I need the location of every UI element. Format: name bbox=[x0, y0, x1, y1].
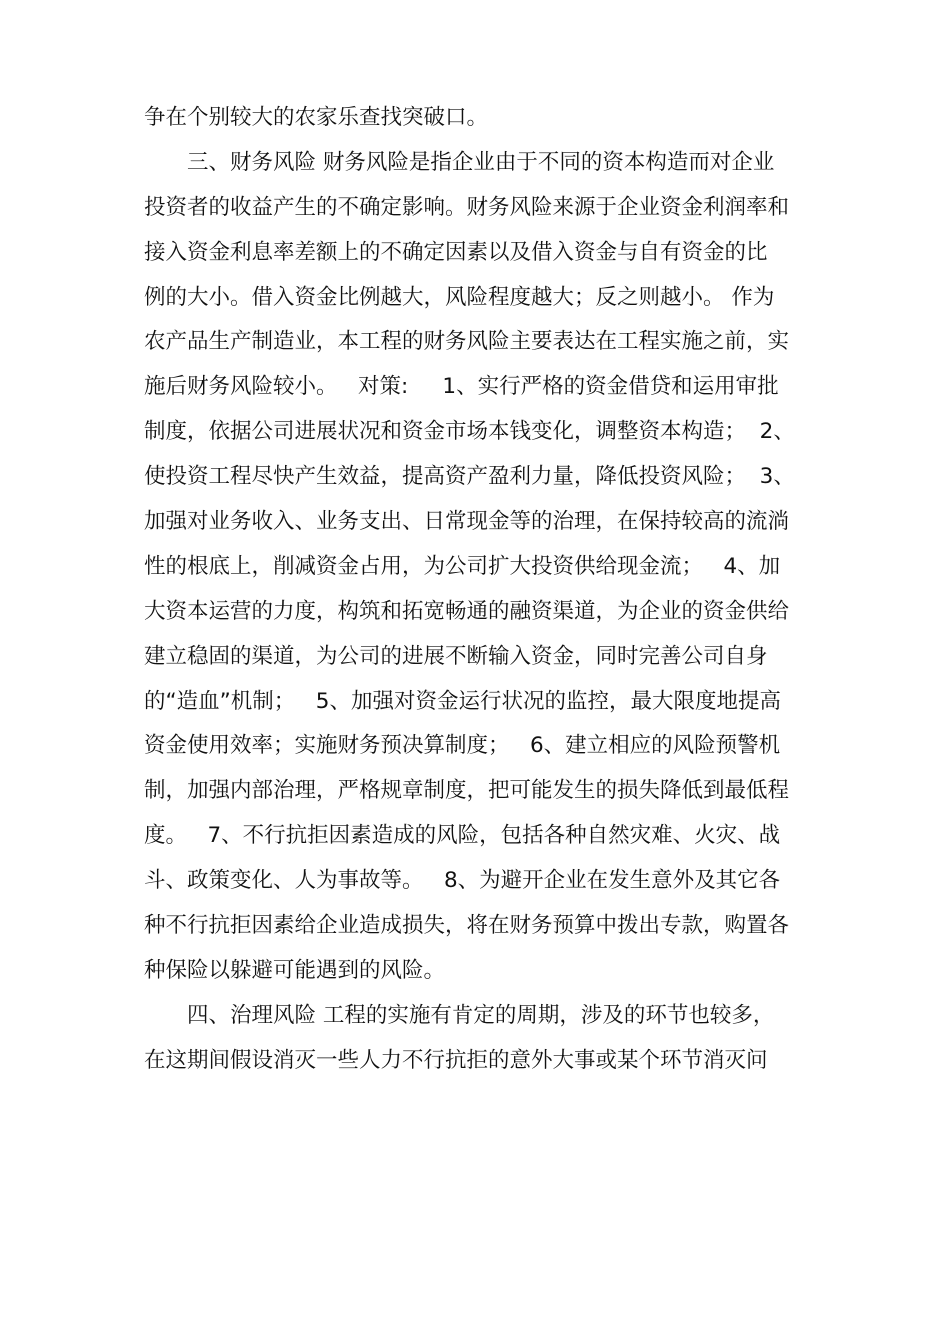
text-line: 施后财务风险较小。 对策: 1、实行严格的资金借贷和运用审批 bbox=[144, 374, 779, 400]
text-line: 加强对业务收入、业务支出、日常现金等的治理，在保持较高的流淌 bbox=[144, 509, 790, 535]
text-line: 资金使用效率；实施财务预决算制度； 6、建立相应的风险预警机 bbox=[144, 733, 781, 759]
text-line: 种不行抗拒因素给企业造成损失，将在财务预算中拨出专款，购置各 bbox=[144, 913, 790, 939]
text-line: 制度，依据公司进展状况和资金市场本钱变化，调整资本构造； 2、 bbox=[144, 419, 795, 445]
text-line: 度。 7、不行抗拒因素造成的风险，包括各种自然灾难、火灾、战 bbox=[144, 823, 781, 849]
text-line: 在这期间假设消灭一些人力不行抗拒的意外大事或某个环节消灭问 bbox=[144, 1047, 768, 1073]
text-line: 大资本运营的力度，构筑和拓宽畅通的融资渠道，为企业的资金供给 bbox=[144, 598, 790, 624]
text-line: 种保险以躲避可能遇到的风险。 bbox=[144, 957, 446, 983]
text-line: 投资者的收益产生的不确定影响。财务风险来源于企业资金利润率和 bbox=[144, 194, 790, 220]
text-line: 争在个别较大的农家乐查找突破口。 bbox=[144, 105, 489, 130]
body-text bbox=[144, 96, 824, 1084]
text-line: 斗、政策变化、人为事故等。 8、为避开企业在发生意外及其它各 bbox=[144, 868, 781, 894]
text-line: 农产品生产制造业，本工程的财务风险主要表达在工程实施之前，实 bbox=[144, 329, 790, 355]
text-line: 性的根底上，削减资金占用，为公司扩大投资供给现金流； 4、加 bbox=[144, 553, 781, 579]
text-line: 的“造血”机制； 5、加强对资金运行状况的监控，最大限度地提高 bbox=[144, 688, 781, 714]
text-line: 接入资金利息率差额上的不确定因素以及借入资金与自有资金的比 bbox=[144, 239, 768, 265]
text-line: 建立稳固的渠道，为公司的进展不断输入资金，同时完善公司自身 bbox=[144, 643, 768, 669]
text-line: 三、财务风险 财务风险是指企业由于不同的资本构造而对企业 bbox=[144, 149, 775, 175]
text-line: 例的大小。借入资金比例越大，风险程度越大；反之则越小。 作为 bbox=[144, 284, 775, 310]
text-line: 制，加强内部治理，严格规章制度，把可能发生的损失降低到最低程 bbox=[144, 778, 790, 804]
text-line: 使投资工程尽快产生效益，提高资产盈利力量，降低投资风险； 3、 bbox=[144, 464, 795, 490]
text-line: 四、治理风险 工程的实施有肯定的周期，涉及的环节也较多， bbox=[144, 1002, 775, 1028]
